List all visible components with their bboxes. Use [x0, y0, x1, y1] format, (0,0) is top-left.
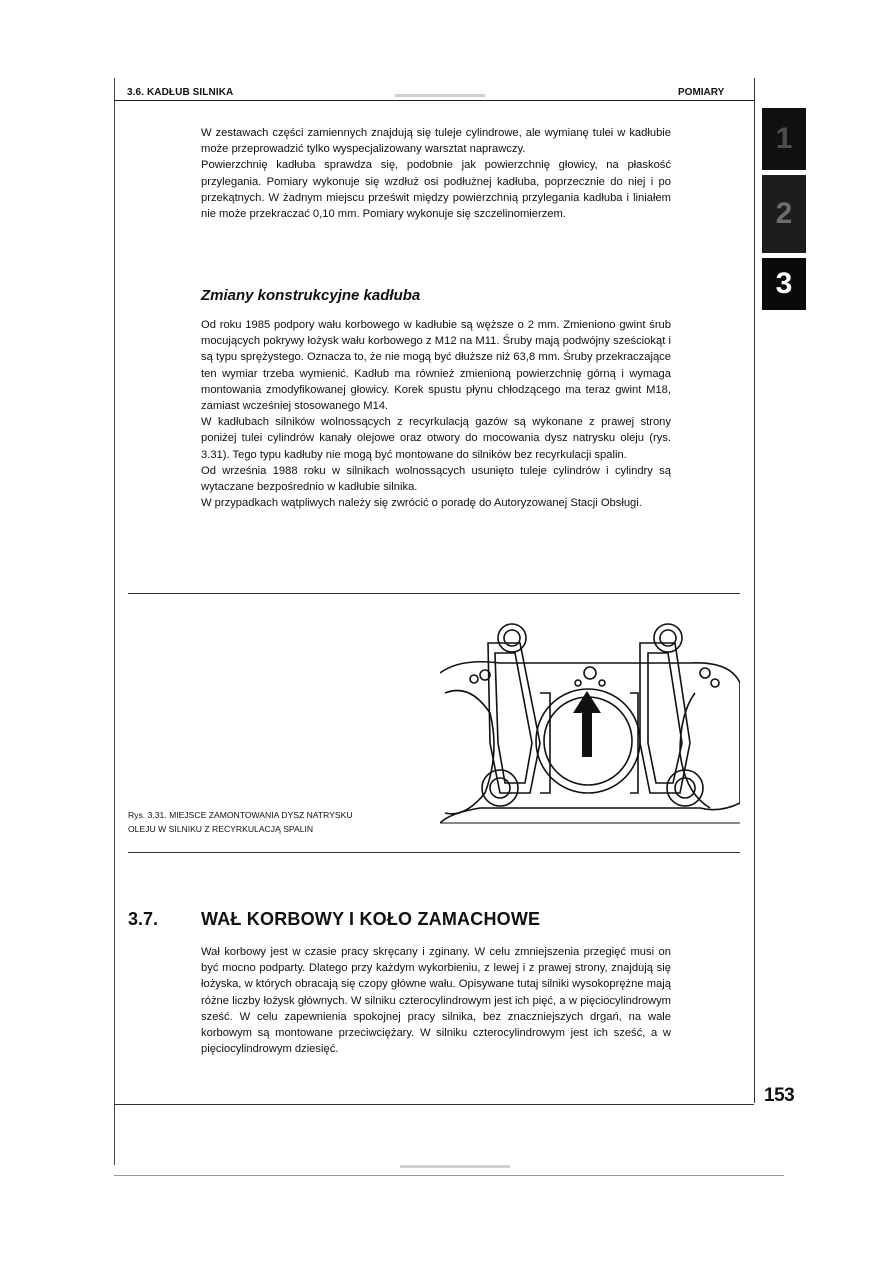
paragraph: W kadłubach silników wolnossących z recyrkulacją gazów są wykonane z prawej strony poniżej tulei cylindrów kanały olejowe oraz otwory do mocowania dysz natrysku oleju (rys. 3.31). Tego typu kadłuby nie mogą być montowane do silników bez recyrkulacji spalin. [201, 416, 671, 461]
figure-caption-line: Rys. 3.31. MIEJSCE ZAMONTOWANIA DYSZ NATRYSKU [128, 810, 353, 820]
chapter-tab-1 [762, 108, 806, 170]
section-heading: Zmiany konstrukcyjne kadłuba [201, 287, 421, 304]
chapter-title: WAŁ KORBOWY I KOŁO ZAMACHOWE [201, 909, 541, 929]
chapter-tab-label: 1 [775, 122, 793, 155]
running-header-category: POMIARY [678, 87, 725, 98]
figure-caption [128, 808, 428, 836]
body-text-block [201, 317, 671, 511]
body-text-block [201, 125, 671, 222]
body-text-block [201, 944, 671, 1057]
figure-bottom-rule [128, 852, 740, 853]
scan-artifact [400, 1165, 510, 1168]
paragraph: Od roku 1985 podpory wału korbowego w kadłubie są węższe o 2 mm. Zmieniono gwint śrub mocujących pokrywy łożysk wału korbowego z M12 na M11. Śruby mają podwójny sześciokąt i są typu sprężystego. Oznacza to, że nie mogą być dłuższe niż 63,8 mm. Śruby przekraczające ten wymiar trzeba wymienić. Kadłub ma również zmienioną powierzchnię górną i wymaga montowania zmodyfikowanej głowicy. Korek spustu płynu chłodzącego ma teraz gwint M18, zamiast wcześniej stosowanego M14. [201, 319, 671, 413]
engine-block-illustration [440, 613, 740, 843]
right-margin-line [754, 78, 755, 1103]
chapter-tab-3-active [762, 258, 806, 310]
paragraph: W zestawach części zamiennych znajdują się tuleje cylindrowe, ale wymianę tulei w kadłubie może przeprowadzić tylko wyspecjalizowany warsztat naprawczy. [201, 127, 671, 156]
paragraph: Od września 1988 roku w silnikach wolnossących usunięto tuleje cylindrów i cylindry są wytaczane bezpośrednio w kadłubie silnika. [201, 464, 671, 494]
left-margin-line [114, 78, 115, 1165]
footer-rule [114, 1104, 754, 1105]
running-header-section: 3.6. KADŁUB SILNIKA [127, 87, 234, 98]
figure-top-rule [128, 593, 740, 594]
paragraph: Powierzchnię kadłuba sprawdza się, podobnie jak powierzchnię głowicy, na płaskość przylegania. Pomiary wykonuje się wzdłuż osi podłużnej kadłuba, poprzecznie do niej i po przekątnych. W żadnym miejscu prześwit między powierzchnią przylegania kadłuba i liniałem nie może przekraczać 0,10 mm. Pomiary wykonuje się szczelinomierzem. [201, 159, 671, 221]
scan-artifact [395, 94, 485, 97]
header-rule [114, 100, 754, 101]
paragraph: W przypadkach wątpliwych należy się zwrócić o poradę do Autoryzowanej Stacji Obsługi. [201, 497, 642, 510]
figure-caption-line: OLEJU W SILNIKU Z RECYRKULACJĄ SPALIN [128, 824, 314, 834]
chapter-tab-2 [762, 175, 806, 253]
chapter-number: 3.7. [128, 909, 159, 929]
page-number: 153 [764, 1085, 795, 1106]
paragraph: Wał korbowy jest w czasie pracy skręcany i zginany. W celu zmniejszenia przegięć musi on być mocno podparty. Dlatego przy każdym wykorbieniu, z lewej i z prawej strony, znajdują się łożyska, w których obracają się czopy główne wału. Opisywane tutaj silniki wysokoprężne mają różne liczby łożysk głównych. W silniku czterocylindrowym jest ich pięć, a w pięciocylindrowym sześć. W celu zapewnienia spokojnej pracy silnika, bez znaczniejszych drgań, na wale korbowym są montowane przeciwciężary. W silniku czterocylindrowym jest ich sześć, a w pięciocylindrowym dziesięć. [201, 946, 671, 1056]
page-edge-line [114, 1175, 784, 1176]
chapter-tab-label: 2 [775, 197, 793, 230]
chapter-tab-label: 3 [775, 267, 793, 300]
